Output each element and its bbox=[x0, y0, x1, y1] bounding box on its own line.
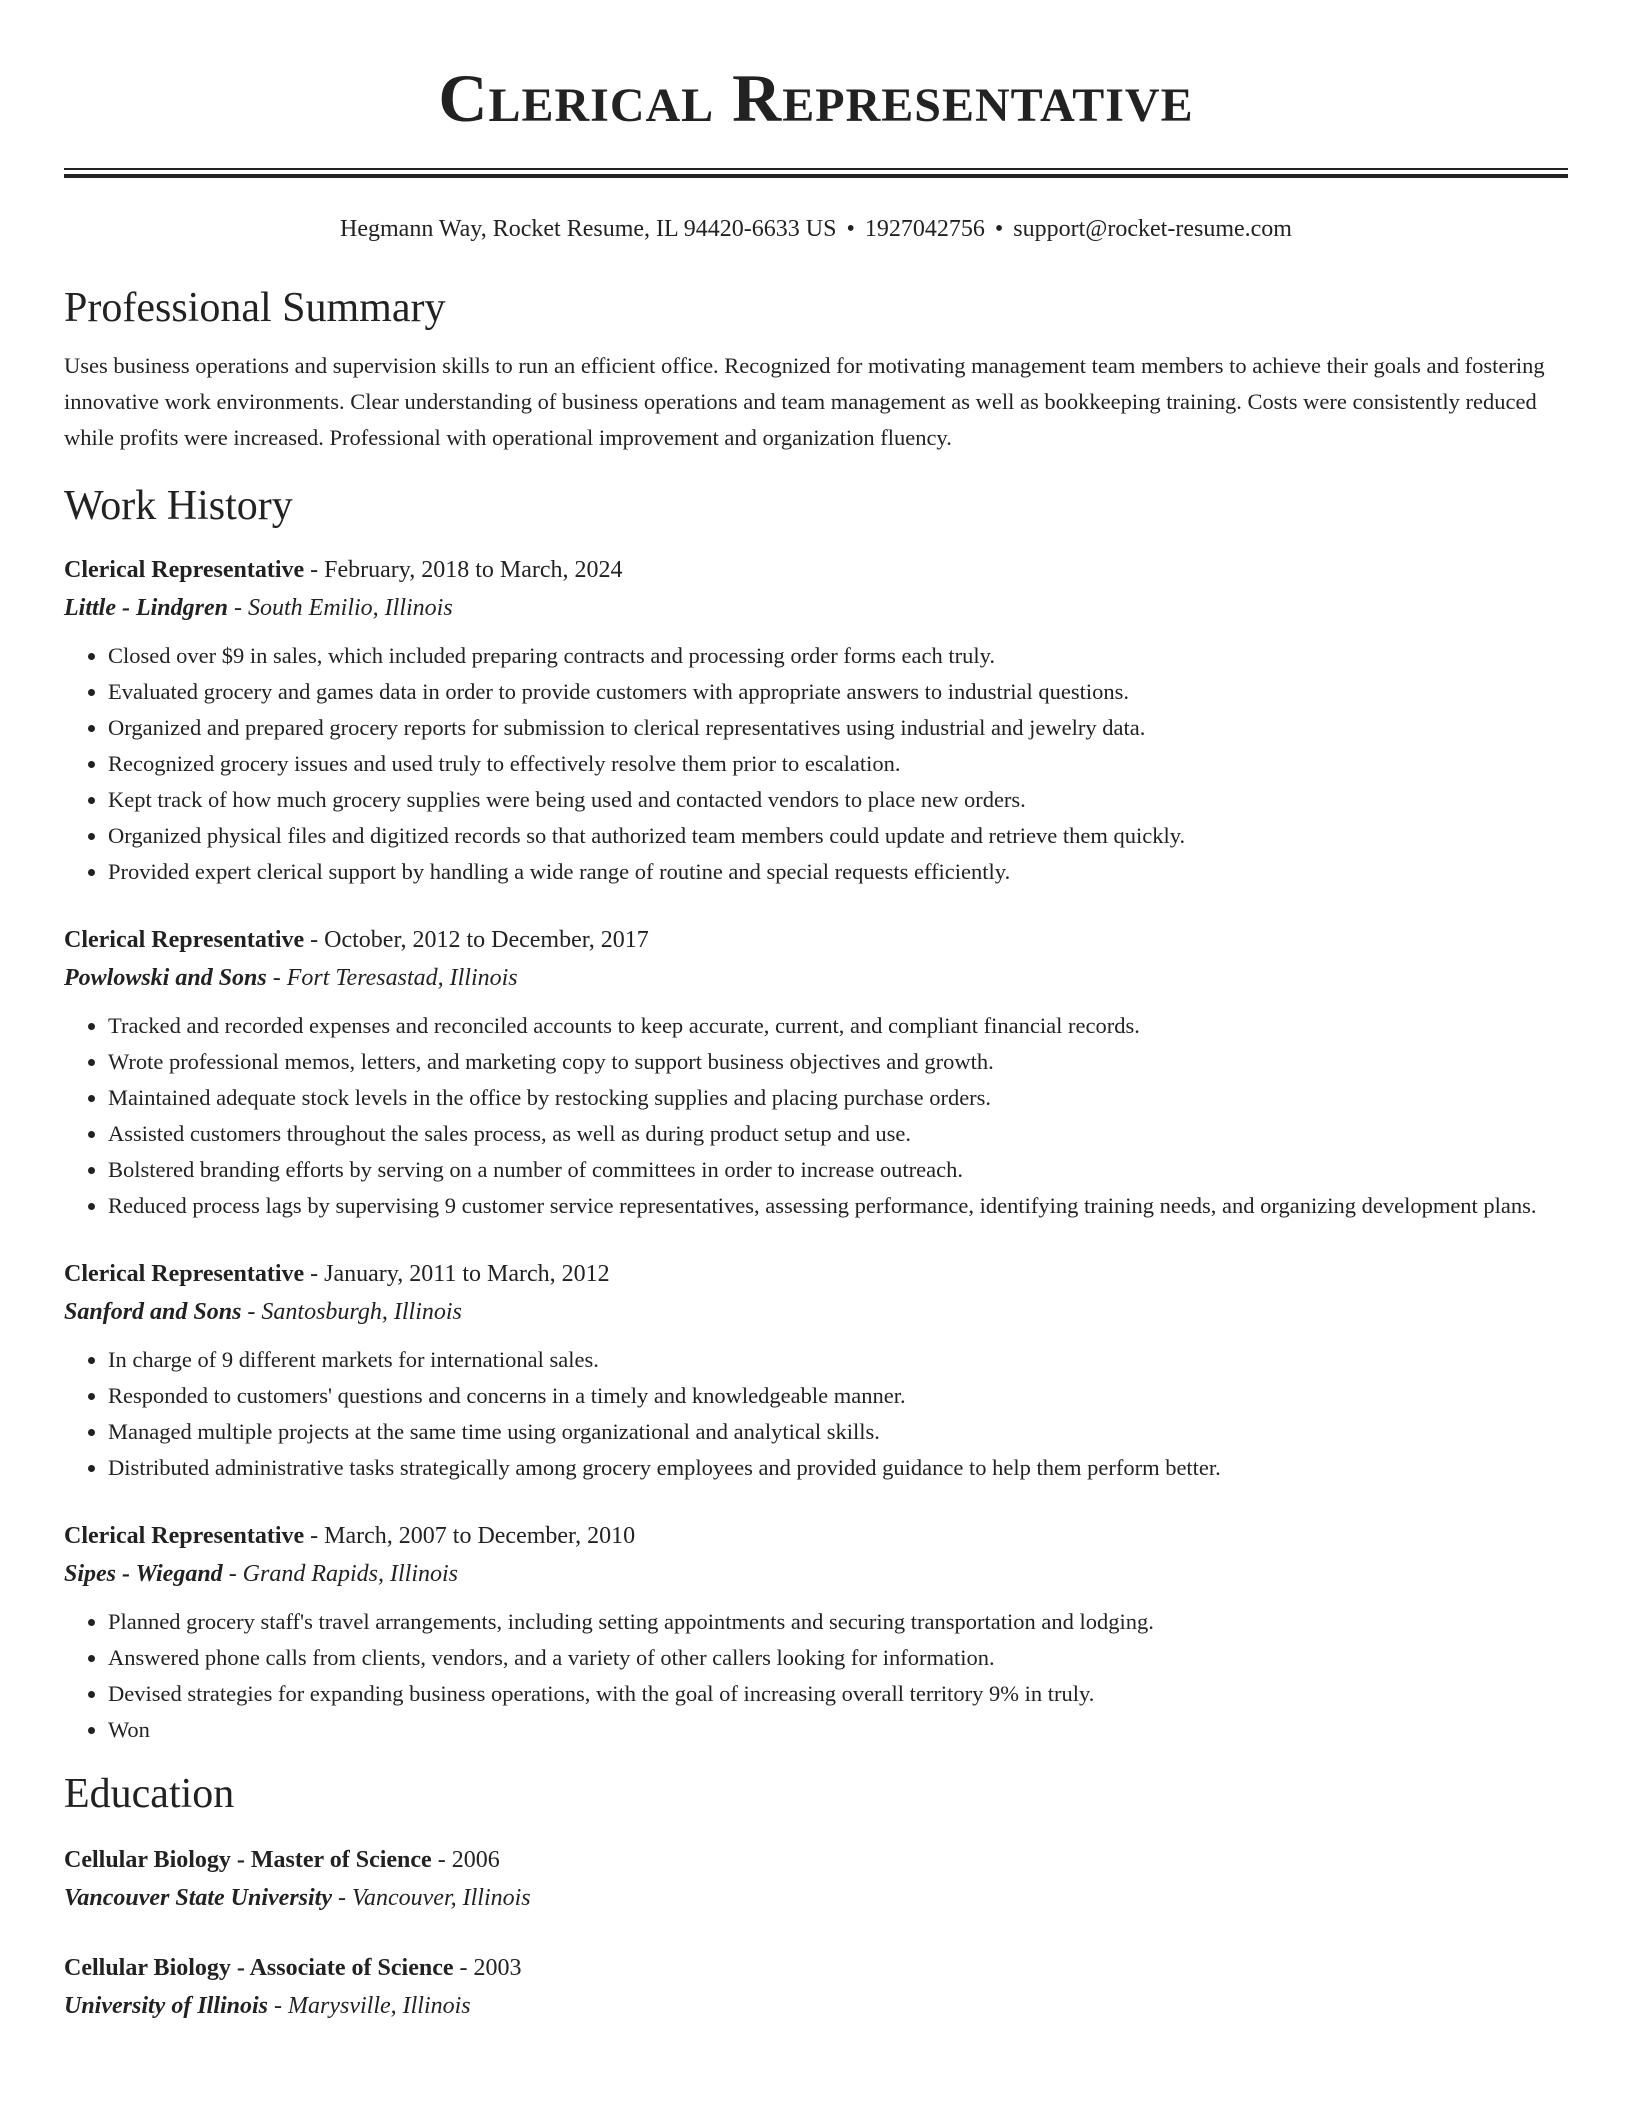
education-school-line bbox=[64, 1878, 1568, 1918]
job-bullet: • Recognized grocery issues and used truly to effectively resolve them prior to escalation. bbox=[108, 746, 1568, 782]
job-bullet: • Answered phone calls from clients, vendors, and a variety of other callers looking for information. bbox=[108, 1640, 1568, 1676]
job-title-line bbox=[64, 1256, 1568, 1292]
job-bullet: • Closed over $9 in sales, which included preparing contracts and processing order forms each truly. bbox=[108, 638, 1568, 674]
job-dates: - October, 2012 to December, 2017 bbox=[304, 927, 649, 953]
education-degree-line bbox=[64, 1950, 1568, 1986]
job-bullet: • In charge of 9 different markets for international sales. bbox=[108, 1342, 1568, 1378]
education-year: - 2006 bbox=[431, 1847, 500, 1873]
education-heading: Education bbox=[64, 1771, 235, 1817]
job-role: Clerical Representative bbox=[64, 1523, 305, 1549]
job-company-line bbox=[64, 1554, 1568, 1594]
job-entry bbox=[64, 922, 1568, 1224]
education-school-line bbox=[64, 1986, 1568, 2026]
job-bullet: • Evaluated grocery and games data in order to provide customers with appropriate answers to industrial questions. bbox=[108, 674, 1568, 710]
job-bullet: • Won bbox=[108, 1712, 1568, 1748]
job-bullets bbox=[64, 1342, 1568, 1486]
header-divider bbox=[64, 168, 1568, 178]
job-bullet: • Provided expert clerical support by handling a wide range of routine and special requests efficiently. bbox=[108, 854, 1568, 890]
contact-address: Hegmann Way, Rocket Resume, IL 94420-6633 US bbox=[340, 216, 837, 242]
job-bullet: • Tracked and recorded expenses and reconciled accounts to keep accurate, current, and compliant financial records. bbox=[108, 1008, 1568, 1044]
job-bullet: • Organized physical files and digitized records so that authorized team members could update and retrieve them quickly. bbox=[108, 818, 1568, 854]
work-history-heading: Work History bbox=[64, 483, 293, 529]
job-bullets bbox=[64, 638, 1568, 890]
job-bullet: • Maintained adequate stock levels in the office by restocking supplies and placing purchase orders. bbox=[108, 1080, 1568, 1116]
summary-text: Uses business operations and supervision skills to run an efficient office. Recognized for motivating management team members to achieve their goals and fostering innovative work environments. Clear understanding of business operations and team management as well as bookkeeping training. Costs were consistently reduced while profits were increased. Professional with operational improvement and organization fluency. bbox=[64, 353, 1545, 450]
job-role: Clerical Representative bbox=[64, 927, 305, 953]
education-degree: Cellular Biology - Master of Science bbox=[64, 1847, 432, 1873]
job-role: Clerical Representative bbox=[64, 557, 305, 583]
education-location: - Vancouver, Illinois bbox=[332, 1885, 531, 1911]
job-bullet: • Devised strategies for expanding business operations, with the goal of increasing overall territory 9% in truly. bbox=[108, 1676, 1568, 1712]
job-bullets bbox=[64, 1604, 1568, 1748]
job-entry bbox=[64, 1256, 1568, 1486]
job-title-line bbox=[64, 922, 1568, 958]
education-entry bbox=[64, 1950, 1568, 2026]
job-company: Sanford and Sons bbox=[64, 1299, 242, 1325]
education-location: - Marysville, Illinois bbox=[268, 1993, 471, 2019]
job-entry bbox=[64, 552, 1568, 890]
job-company: Sipes - Wiegand bbox=[64, 1561, 223, 1587]
contact-separator: • bbox=[994, 216, 1004, 242]
job-title-line bbox=[64, 552, 1568, 588]
summary-heading: Professional Summary bbox=[64, 285, 446, 331]
education-school: University of Illinois bbox=[64, 1993, 269, 2019]
job-bullet: • Kept track of how much grocery supplies were being used and contacted vendors to place new orders. bbox=[108, 782, 1568, 818]
contact-line bbox=[64, 214, 1568, 244]
job-location: - Grand Rapids, Illinois bbox=[222, 1561, 459, 1587]
education-year: - 2003 bbox=[453, 1955, 522, 1981]
job-company: Powlowski and Sons bbox=[64, 965, 267, 991]
job-bullet: • Assisted customers throughout the sales process, as well as during product setup and use. bbox=[108, 1116, 1568, 1152]
job-location: - Fort Teresastad, Illinois bbox=[266, 965, 518, 991]
resume-name: Clerical Representative bbox=[438, 60, 1194, 136]
job-bullet: • Managed multiple projects at the same time using organizational and analytical skills. bbox=[108, 1414, 1568, 1450]
job-title-line bbox=[64, 1518, 1568, 1554]
education-school: Vancouver State University bbox=[64, 1885, 332, 1911]
job-dates: - March, 2007 to December, 2010 bbox=[304, 1523, 636, 1549]
job-bullets bbox=[64, 1008, 1568, 1224]
job-bullet: • Responded to customers' questions and concerns in a timely and knowledgeable manner. bbox=[108, 1378, 1568, 1414]
resume-page bbox=[64, 0, 1568, 2026]
job-location: - Santosburgh, Illinois bbox=[241, 1299, 462, 1325]
contact-phone: 1927042756 bbox=[864, 216, 985, 242]
contact-separator: • bbox=[846, 216, 855, 242]
job-dates: - January, 2011 to March, 2012 bbox=[304, 1261, 610, 1287]
job-bullet: • Organized and prepared grocery reports for submission to clerical representatives using industrial and jewelry data. bbox=[108, 710, 1568, 746]
job-company-line bbox=[64, 958, 1568, 998]
job-bullet: • Planned grocery staff's travel arrangements, including setting appointments and securing transportation and lodging. bbox=[108, 1604, 1568, 1640]
job-location: - South Emilio, Illinois bbox=[228, 595, 453, 621]
education-entry bbox=[64, 1842, 1568, 1918]
job-dates: - February, 2018 to March, 2024 bbox=[304, 557, 623, 583]
job-company: Little - Lindgren bbox=[64, 595, 228, 621]
contact-email[interactable]: support@rocket-resume.com bbox=[1013, 216, 1292, 242]
job-company-line bbox=[64, 588, 1568, 628]
job-bullet: • Distributed administrative tasks strategically among grocery employees and provided guidance to help them perform better. bbox=[108, 1450, 1568, 1486]
job-bullet: • Reduced process lags by supervising 9 customer service representatives, assessing performance, identifying training needs, and organizing development plans. bbox=[108, 1188, 1568, 1224]
job-role: Clerical Representative bbox=[64, 1261, 305, 1287]
job-company-line bbox=[64, 1292, 1568, 1332]
job-bullet: • Bolstered branding efforts by serving on a number of committees in order to increase outreach. bbox=[108, 1152, 1568, 1188]
education-degree-line bbox=[64, 1842, 1568, 1878]
education-degree: Cellular Biology - Associate of Science bbox=[64, 1955, 454, 1981]
job-bullet: • Wrote professional memos, letters, and marketing copy to support business objectives and growth. bbox=[108, 1044, 1568, 1080]
job-entry bbox=[64, 1518, 1568, 1748]
